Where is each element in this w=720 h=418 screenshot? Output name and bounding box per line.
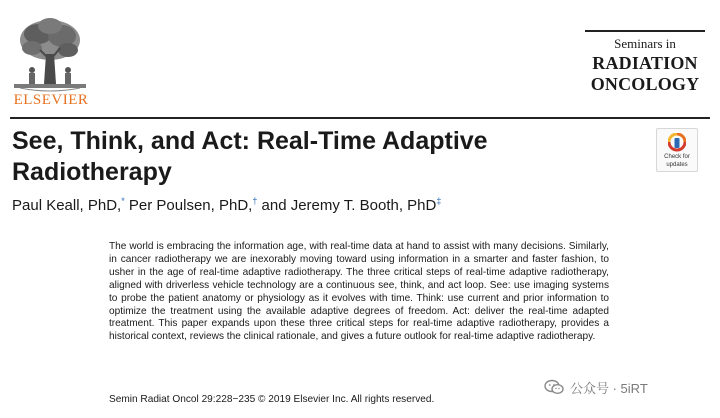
journal-prefix: Seminars in (614, 36, 676, 51)
header-divider (10, 117, 710, 119)
badge-text-line1: Check for (664, 154, 690, 160)
author-affiliation-mark[interactable]: * (121, 196, 125, 206)
check-for-updates-icon (668, 133, 686, 153)
author-list (12, 196, 652, 214)
publisher-name: ELSEVIER (13, 92, 89, 108)
citation-line: Semin Radiat Oncol 29:228−235 © 2019 Elsevier Inc. All rights reserved. (109, 394, 435, 405)
journal-name-line1: RADIATION (592, 53, 698, 73)
author-connector: and (261, 197, 287, 214)
article-title: See, Think, and Act: Real-Time Adaptive Radiotherapy (12, 127, 488, 186)
wechat-icon (544, 379, 564, 395)
badge-text-line2: updates (666, 162, 688, 168)
watermark-text: 公众号 · 5iRT (570, 380, 648, 396)
abstract-text: The world is embracing the information age, with real-time data at hand to assist with many decisions. Similarly, in cancer radiotherapy we are inexorably moving toward using information in a smarter and faster fashion, to usher in the age of real-time adaptive radiotherapy. The three critical steps of real-time adaptive radiotherapy, aligned with driverless vehicle technology are a continuous see, think, and act loop. See: use imaging systems to probe the patient anatomy or physiology as it evolves with time. Think: use current and prior information to optimize the treatment using the available adaptive degrees of freedom. Act: deliver the real-time adapted treatment. This paper expands upon these three critical steps for real-time adaptive radiotherapy, provides a historical context, reviews the clinical rationale, and gives a future outlook for real-time adaptive radiotherapy. (109, 241, 609, 343)
watermark (544, 377, 648, 397)
author-name: Jeremy T. Booth, PhD (290, 197, 437, 214)
check-for-updates-badge[interactable] (656, 128, 698, 172)
author-affiliation-mark[interactable]: ‡ (436, 196, 442, 206)
author-name: Per Poulsen, PhD, (128, 197, 253, 214)
journal-name-line2: ONCOLOGY (590, 74, 700, 94)
author-name: Paul Keall, PhD, (12, 197, 122, 214)
journal-title (585, 30, 705, 95)
author-affiliation-mark[interactable]: † (252, 196, 258, 206)
